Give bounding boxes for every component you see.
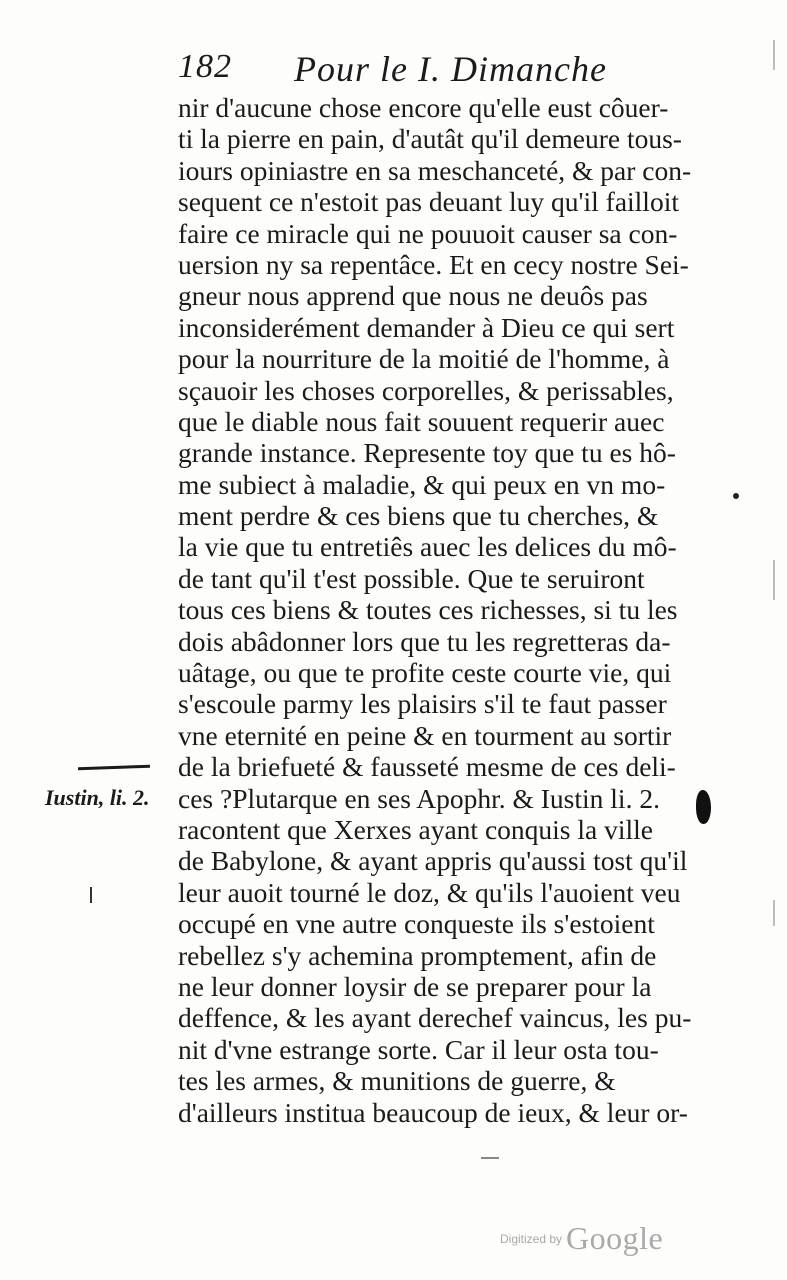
ink-blot bbox=[696, 790, 711, 824]
text-line: vne eternité en peine & en tourment au sortir bbox=[178, 719, 672, 751]
text-line: iours opiniastre en sa meschanceté, & par con- bbox=[178, 154, 692, 186]
text-line: ne leur donner loysir de se preparer pour la bbox=[178, 970, 652, 1002]
text-line: nit d'vne estrange sorte. Car il leur osta tou- bbox=[178, 1033, 659, 1065]
text-line: d'ailleurs institua beaucoup de ieux, & leur or- bbox=[178, 1096, 688, 1128]
text-line: s'escoule parmy les plaisirs s'il te faut passer bbox=[178, 688, 667, 720]
text-line: occupé en vne autre conqueste ils s'estoient bbox=[178, 908, 655, 940]
text-line: ces ?Plutarque en ses Apophr. & Iustin li. 2. bbox=[178, 782, 660, 814]
text-line: grande instance. Represente toy que tu es hô- bbox=[178, 437, 676, 469]
text-line: deffence, & les ayant derechef vaincus, les pu- bbox=[178, 1002, 692, 1034]
text-line: de tant qu'il t'est possible. Que te seruiront bbox=[178, 562, 645, 594]
text-line: racontent que Xerxes ayant conquis la ville bbox=[178, 813, 653, 845]
text-line: gneur nous apprend que nous ne deuôs pas bbox=[178, 280, 648, 312]
page-edge-mark bbox=[773, 900, 775, 926]
text-line: uersion ny sa repentâce. Et en cecy nostre Sei- bbox=[178, 248, 689, 280]
page-edge-mark bbox=[773, 40, 775, 70]
text-line: nir d'aucune chose encore qu'elle eust côuer- bbox=[178, 92, 669, 123]
page-header bbox=[178, 48, 618, 96]
ink-dot bbox=[733, 493, 739, 499]
page-number: 182 bbox=[178, 48, 232, 85]
text-line: inconsiderément demander à Dieu ce qui sert bbox=[178, 311, 675, 343]
digitized-watermark bbox=[500, 1220, 663, 1257]
text-line: que le diable nous fait souuent requerir auec bbox=[178, 405, 665, 437]
text-line: leur auoit tourné le doz, & qu'ils l'auoient veu bbox=[178, 876, 681, 908]
text-line: me subiect à maladie, & qui peux en vn mo- bbox=[178, 468, 666, 500]
google-logo: Google bbox=[566, 1220, 664, 1256]
ink-tick bbox=[90, 887, 92, 903]
margin-rule bbox=[78, 765, 150, 771]
text-line: uâtage, ou que te profite ceste courte vie, qui bbox=[178, 657, 672, 689]
text-line: tes les armes, & munitions de guerre, & bbox=[178, 1065, 616, 1097]
text-line: faire ce miracle qui ne pouuoit causer sa con- bbox=[178, 217, 678, 249]
watermark-prefix: Digitized by bbox=[500, 1231, 563, 1246]
body-text bbox=[178, 92, 698, 1128]
text-line: pour la nourriture de la moitié de l'homme, à bbox=[178, 343, 670, 375]
text-line: ment perdre & ces biens que tu cherches, & bbox=[178, 500, 659, 532]
text-line: rebellez s'y achemina promptement, afin de bbox=[178, 939, 657, 971]
text-line: dois abâdonner lors que tu les regretteras da- bbox=[178, 625, 671, 657]
page-edge-mark bbox=[773, 560, 775, 600]
text-line: sequent ce n'estoit pas deuant luy qu'il failloit bbox=[178, 186, 679, 218]
text-line: de Babylone, & ayant appris qu'aussi tost qu'il bbox=[178, 845, 688, 877]
text-line: tous ces biens & toutes ces richesses, si tu les bbox=[178, 594, 678, 626]
text-line: sçauoir les choses corporelles, & perissables, bbox=[178, 374, 674, 406]
text-line: de la briefueté & fausseté mesme de ces deli- bbox=[178, 751, 676, 783]
text-line: la vie que tu entretiês auec les delices du mô- bbox=[178, 531, 677, 563]
footer-mark bbox=[481, 1157, 499, 1159]
text-line: ti la pierre en pain, d'autât qu'il demeure tous- bbox=[178, 123, 682, 155]
margin-note: Iustin, li. 2. bbox=[45, 785, 150, 810]
running-title: Pour le I. Dimanche bbox=[294, 49, 607, 89]
